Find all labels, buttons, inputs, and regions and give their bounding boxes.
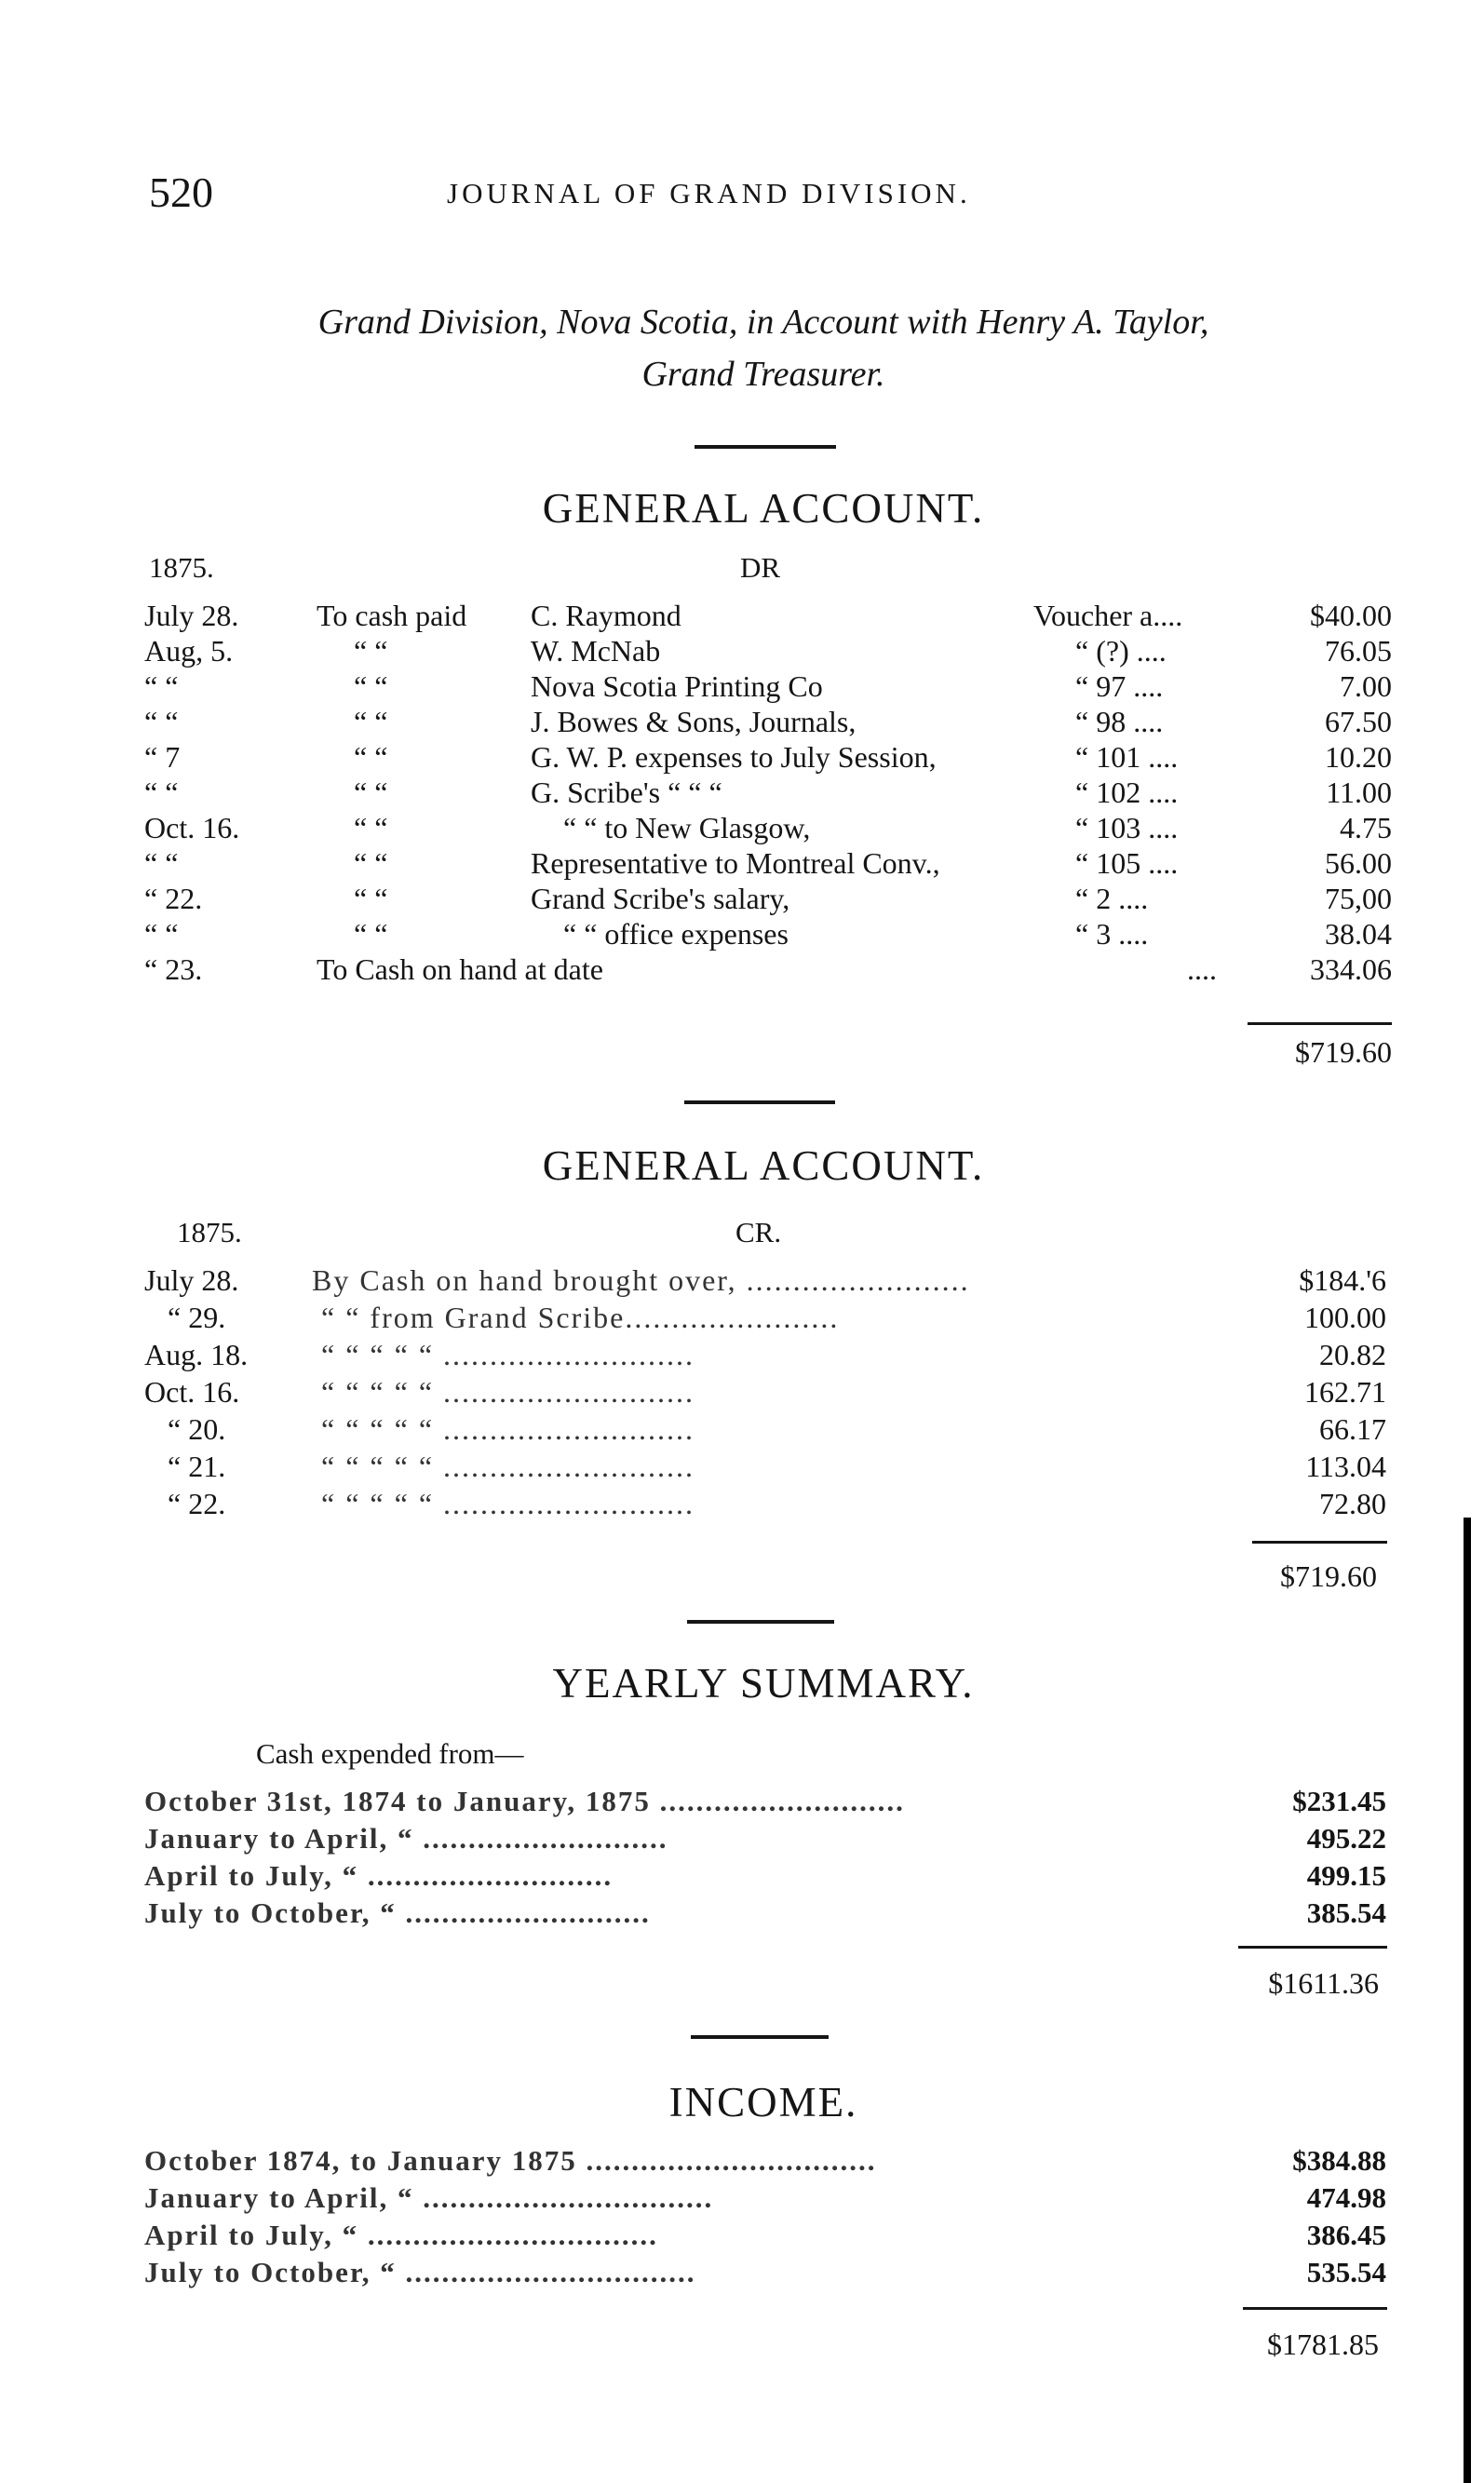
- entry-amount: 76.05: [1325, 634, 1392, 668]
- entry-prefix: To Cash on hand at date: [317, 952, 603, 986]
- income-row: [144, 2180, 1392, 2216]
- summary-period: October 31st, 1874 to January, 1875 ...........................: [144, 1785, 905, 1817]
- entry-amount: 100.00: [1304, 1301, 1386, 1334]
- entry-date: Aug, 5.: [144, 634, 234, 668]
- yearly-summary-title: YEARLY SUMMARY.: [552, 1660, 975, 1707]
- entry-date: “ “: [144, 669, 179, 703]
- entry-description: “ “ “ “ “ ...........................: [321, 1450, 695, 1483]
- entry-date: “ “: [144, 846, 179, 880]
- entry-prefix: “ “: [354, 811, 388, 844]
- entry-date: “ “: [144, 917, 179, 951]
- entry-prefix: “ “: [354, 776, 388, 809]
- entry-amount: 56.00: [1325, 846, 1392, 880]
- summary-amount: 499.15: [1306, 1859, 1386, 1892]
- income-row: [144, 2218, 1392, 2253]
- dr-total: $719.60: [1295, 1035, 1392, 1069]
- entry-voucher: “ 105 ....: [1075, 846, 1179, 880]
- summary-amount: $231.45: [1292, 1785, 1386, 1817]
- entry-description: Representative to Montreal Conv.,: [531, 846, 940, 880]
- cr-year: 1875.: [177, 1216, 242, 1248]
- entry-amount: 4.75: [1340, 811, 1392, 844]
- entry-voucher: “ 103 ....: [1075, 811, 1179, 844]
- summary-period: April to July, “ ...........................: [144, 1859, 614, 1892]
- entry-voucher: “ 101 ....: [1075, 740, 1179, 774]
- entry-prefix: “ “: [354, 634, 388, 668]
- entry-date: “ 23.: [144, 952, 203, 986]
- entry-description: “ “ to New Glasgow,: [563, 811, 811, 844]
- cr-row: [144, 1337, 1392, 1372]
- entry-amount: 75,00: [1325, 882, 1392, 915]
- dr-row: [144, 916, 1392, 951]
- entry-prefix: “ “: [354, 705, 388, 738]
- entry-amount: 20.82: [1319, 1338, 1386, 1371]
- income-amount: 386.45: [1306, 2219, 1386, 2251]
- entry-description: G. W. P. expenses to July Session,: [531, 740, 937, 774]
- entry-prefix: To cash paid: [317, 599, 467, 632]
- entry-description: J. Bowes & Sons, Journals,: [531, 705, 857, 738]
- entry-voucher: “ 2 ....: [1075, 882, 1149, 915]
- entry-voucher: “ 3 ....: [1075, 917, 1149, 951]
- dr-account-title: GENERAL ACCOUNT.: [542, 485, 985, 532]
- dr-row: [144, 810, 1392, 845]
- dr-row: [144, 845, 1392, 881]
- entry-description: “ “ “ “ “ ...........................: [321, 1338, 695, 1371]
- section-divider: [687, 1620, 834, 1624]
- summary-sum-rule: [1238, 1946, 1387, 1949]
- summary-amount: 385.54: [1306, 1896, 1386, 1929]
- entry-amount: 7.00: [1340, 669, 1392, 703]
- summary-total: $1611.36: [1268, 1966, 1379, 2000]
- dr-row: [144, 704, 1392, 739]
- entry-amount: 38.04: [1325, 917, 1392, 951]
- summary-amount: 495.22: [1306, 1822, 1386, 1855]
- cr-row: [144, 1300, 1392, 1335]
- entry-description: W. McNab: [531, 634, 661, 668]
- cr-sum-rule: [1252, 1541, 1387, 1544]
- entry-amount: 113.04: [1305, 1450, 1386, 1483]
- entry-prefix: “ “: [354, 882, 388, 915]
- entry-description: C. Raymond: [531, 599, 681, 632]
- cr-row: [144, 1486, 1392, 1521]
- entry-date: “ 7: [144, 740, 181, 774]
- entry-prefix: “ “: [354, 740, 388, 774]
- income-amount: 535.54: [1306, 2256, 1386, 2288]
- dr-row: [144, 668, 1392, 704]
- entry-date: July 28.: [144, 599, 239, 632]
- yearly-summary-intro: Cash expended from—: [256, 1737, 524, 1770]
- section-divider: [691, 2035, 829, 2039]
- income-period: July to October, “ ................................: [144, 2256, 696, 2288]
- running-head: [149, 168, 1387, 223]
- entry-description: G. Scribe's “ “ “: [531, 776, 722, 809]
- cr-row: [144, 1262, 1392, 1298]
- entry-description: “ “ “ “ “ ...........................: [321, 1375, 695, 1409]
- entry-prefix: “ “: [354, 669, 388, 703]
- entry-date: “ 22.: [144, 882, 203, 915]
- entry-voucher: ....: [1187, 952, 1217, 986]
- income-row: [144, 2255, 1392, 2290]
- account-heading-line-2: Grand Treasurer.: [641, 355, 885, 394]
- page-edge-shadow: [1464, 1518, 1471, 2483]
- income-period: January to April, “ ................................: [144, 2181, 714, 2214]
- dr-row: [144, 775, 1392, 810]
- entry-amount: 162.71: [1304, 1375, 1386, 1409]
- entry-description: “ “ “ “ “ ...........................: [321, 1412, 695, 1446]
- entry-date: “ “: [144, 776, 179, 809]
- entry-date: “ “: [144, 705, 179, 738]
- dr-row: [144, 951, 1392, 987]
- section-divider: [695, 445, 836, 449]
- entry-amount: $184.'6: [1299, 1263, 1386, 1297]
- income-period: October 1874, to January 1875 ................................: [144, 2144, 877, 2177]
- entry-date: “ 22.: [168, 1487, 226, 1520]
- entry-description: Grand Scribe's salary,: [531, 882, 790, 915]
- entry-amount: 67.50: [1325, 705, 1392, 738]
- entry-date: “ 20.: [168, 1412, 226, 1446]
- entry-date: “ 29.: [168, 1301, 226, 1334]
- entry-voucher: “ (?) ....: [1075, 634, 1167, 668]
- cr-side-label: CR.: [735, 1216, 782, 1248]
- entry-date: July 28.: [144, 1263, 239, 1297]
- entry-voucher: Voucher a....: [1033, 599, 1183, 632]
- journal-title: JOURNAL OF GRAND DIVISION.: [447, 177, 971, 209]
- summary-period: January to April, “ ...........................: [144, 1822, 668, 1855]
- entry-date: Aug. 18.: [144, 1338, 249, 1371]
- account-heading-line-1: Grand Division, Nova Scotia, in Account with Henry A. Taylor,: [317, 303, 1209, 342]
- entry-date: Oct. 16.: [144, 811, 240, 844]
- income-sum-rule: [1243, 2307, 1387, 2310]
- cr-row: [144, 1411, 1392, 1447]
- dr-side-label: DR: [740, 551, 781, 584]
- income-period: April to July, “ ................................: [144, 2219, 658, 2251]
- cr-account-title: GENERAL ACCOUNT.: [542, 1142, 985, 1189]
- entry-amount: 72.80: [1319, 1487, 1386, 1520]
- summary-row: [144, 1896, 1392, 1931]
- income-amount: $384.88: [1292, 2144, 1386, 2177]
- entry-description: “ “ “ “ “ ...........................: [321, 1487, 695, 1520]
- income-amount: 474.98: [1306, 2181, 1386, 2214]
- dr-row: [144, 598, 1392, 633]
- entry-amount: $40.00: [1310, 599, 1392, 632]
- entry-voucher: “ 102 ....: [1075, 776, 1179, 809]
- dr-row: [144, 881, 1392, 916]
- income-title: INCOME.: [668, 2079, 858, 2125]
- entry-amount: 10.20: [1325, 740, 1392, 774]
- entry-voucher: “ 98 ....: [1075, 705, 1164, 738]
- entry-description: Nova Scotia Printing Co: [531, 669, 823, 703]
- income-total: $1781.85: [1267, 2328, 1379, 2361]
- cr-row: [144, 1374, 1392, 1410]
- entry-voucher: “ 97 ....: [1075, 669, 1164, 703]
- page-number: 520: [149, 169, 213, 216]
- entry-description: “ “ office expenses: [563, 917, 789, 951]
- dr-row: [144, 739, 1392, 775]
- entry-date: “ 21.: [168, 1450, 226, 1483]
- entry-description: By Cash on hand brought over, ........................: [312, 1263, 970, 1297]
- cr-row: [144, 1449, 1392, 1484]
- entry-amount: 66.17: [1319, 1412, 1386, 1446]
- dr-sum-rule: [1248, 1022, 1392, 1025]
- summary-row: [144, 1821, 1392, 1856]
- cr-total: $719.60: [1280, 1559, 1377, 1593]
- dr-row: [144, 633, 1392, 668]
- summary-row: [144, 1858, 1392, 1894]
- income-row: [144, 2143, 1392, 2179]
- section-divider: [684, 1100, 835, 1104]
- summary-row: [144, 1784, 1392, 1819]
- entry-prefix: “ “: [354, 917, 388, 951]
- entry-amount: 11.00: [1326, 776, 1392, 809]
- entry-description: “ “ from Grand Scribe.......................: [321, 1301, 840, 1334]
- entry-amount: 334.06: [1310, 952, 1392, 986]
- entry-prefix: “ “: [354, 846, 388, 880]
- dr-year: 1875.: [149, 551, 214, 584]
- summary-period: July to October, “ ...........................: [144, 1896, 651, 1929]
- entry-date: Oct. 16.: [144, 1375, 240, 1409]
